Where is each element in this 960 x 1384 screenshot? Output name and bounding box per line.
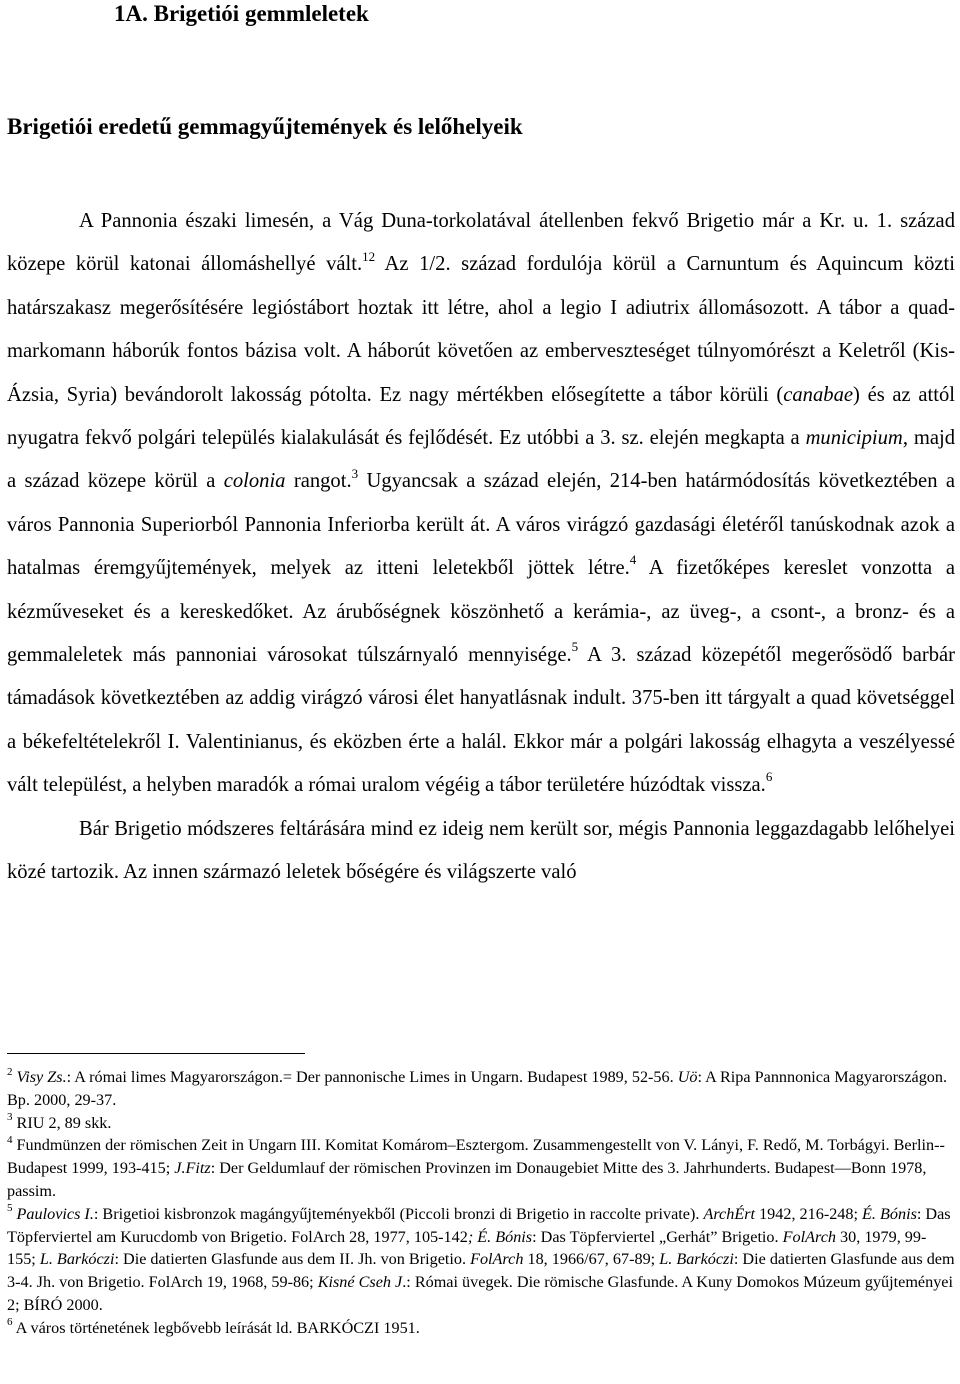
footnote-5: $^5$ Paulovics I.: Brigetioi kisbronzok magángyűjteményekből (Piccoli bronzi di Brigetio in raccolte private). ArchÉrt 1942, 216-248; É. Bónis: Das Töpferviertel am Kurucdomb von Brigetio. FolArch 28, 1977, 105-142; É. Bónis: Das Töpferviertel „Gerhát” Brigetio. FolArch 30, 1979, 99-155; L. Barkóczi: Die datierten Glasfunde aus dem II. Jh. von Brigetio. FolArch 18, 1966/67, 67-89; L. Barkóczi: Die datierten Glasfunde aus dem 3-4. Jh. von Brigetio. FolArch 19, 1968, 59-86; Kisné Cseh J.: Római üvegek. Die römische Glasfunde. A Kuny Domokos Múzeum gyűjteményei 2; BÍRÓ 2000. <box>7 1202 955 1314</box>
footnotes <box>7 1066 955 1340</box>
footnote-ref-6[interactable]: 6 <box>765 769 773 785</box>
paragraph-2: Bár Brigetio módszeres feltárására mind ez ideig nem került sor, mégis Pannonia leggazdagabb lelőhelyei közé tartozik. Az innen származó leletek bőségére és világszerte való <box>7 817 955 884</box>
term-canabae: canabae <box>783 383 854 406</box>
footnote-ref-3[interactable]: 3 <box>351 465 359 481</box>
term-colonia: colonia <box>223 470 286 493</box>
footnote-2: $^2$ Visy Zs.: A római limes Magyarországon.= Der pannonische Limes in Ungarn. Budapest 1989, 52-56. Uö: A Ripa Pannnonica Magyarországon. Bp. 2000, 29-37. <box>7 1065 948 1109</box>
footnote-ref-12[interactable]: 12 <box>362 248 376 264</box>
page-title: 1A. Brigetiói gemmleletek <box>114 1 369 26</box>
footnote-ref-5[interactable]: 5 <box>571 639 579 655</box>
paragraph-1: A Pannonia északi limesén, a Vág Duna-torkolatával átellenben fekvő Brigetio már a Kr. u. 1. század közepe körül katonai állomáshellyé vált.$^{12}$ Az 1/2. század fordulója körül a Carnuntum és Aquincum közti határszakasz megerősítésére legióstábort hoztak itt létre, ahol a legio I adiutrix állomásozott. A tábor a quad-markomann háborúk fontos bázisa volt. A háborút követően az emberveszteséget túlnyomórészt a Keletről (Kis-Ázsia, Syria) bevándorolt lakosság pótolta. Ez nagy mértékben elősegítette a tábor körüli (canabae) és az attól nyugatra fekvő polgári település kialakulását és fejlődését. Ez utóbbi a 3. sz. elején megkapta a municipium, majd a század közepe körül a colonia rangot.$^3$ Ugyancsak a század elején, 214-ben határmódosítás következtében a város Pannonia Superiorból Pannonia Inferiorba került át. A város virágzó gazdasági életéről tanúskodnak azok a hatalmas éremgyűjtemények, melyek az itteni leletekből jöttek létre.$^4$ A fizetőképes kereslet vonzotta a kézműveseket és a kereskedőket. Az árubőségnek köszönhető a kerámia-, az üveg-, a csont-, a bronz- és a gemmaleletek más pannoniai városokat túlszárnyaló mennyisége.$^5$ A 3. század közepétől megerősödő barbár támadások következtében az addig virágzó városi élet hanyatlásnak indult. 375-ben itt tárgyalt a quad követséggel a békefeltételekről I. Valentinianus, és eközben érte a halál. Ekkor már a polgári lakosság elhagyta a veszélyessé vált települést, a helyben maradók a római uralom végéig a tábor területére húzódtak vissza.$^6$ <box>7 210 956 797</box>
footnote-divider <box>7 1053 305 1054</box>
footnote-4: $^4$ Fundmünzen der römischen Zeit in Ungarn III. Komitat Komárom–Esztergom. Zusammengestellt von V. Lányi, F. Redő, M. Torbágyi. Berlin--Budapest 1999, 193-415; J.Fitz: Der Geldumlauf der römischen Provinzen im Donaugebiet Mitte des 3. Jahrhunderts. Budapest—Bonn 1978, passim. <box>7 1134 945 1200</box>
body-text <box>7 200 955 895</box>
footnote-ref-4[interactable]: 4 <box>629 552 637 568</box>
section-heading: Brigetiói eredetű gemmagyűjtemények és lelőhelyeik <box>7 114 523 139</box>
term-municipium: municipium <box>805 427 903 450</box>
footnote-6: $^6$ A város történetének legbővebb leírását ld. BARKÓCZI 1951. <box>7 1316 420 1337</box>
footnote-3: $^3$ RIU 2, 89 skk. <box>7 1111 112 1132</box>
